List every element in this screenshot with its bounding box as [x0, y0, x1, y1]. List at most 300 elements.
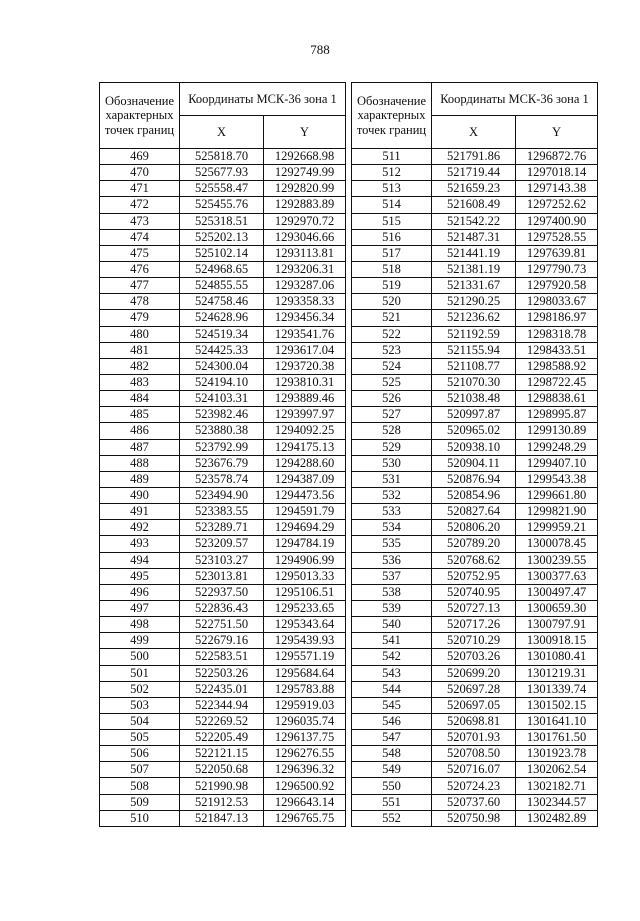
table-row	[100, 713, 346, 729]
x-coordinate-cell: 520737.60	[432, 794, 516, 810]
table-row	[100, 455, 346, 471]
table-row	[100, 520, 346, 536]
x-coordinate-cell: 524194.10	[180, 374, 264, 390]
x-coordinate-cell: 523982.46	[180, 407, 264, 423]
y-coordinate-cell: 1295783.88	[264, 681, 346, 697]
y-coordinate-cell: 1298588.92	[516, 358, 598, 374]
point-number-cell: 483	[100, 374, 180, 390]
x-coordinate-cell: 521070.30	[432, 374, 516, 390]
y-coordinate-cell: 1294591.79	[264, 504, 346, 520]
x-coordinate-cell: 521487.31	[432, 229, 516, 245]
y-coordinate-cell: 1296765.75	[264, 810, 346, 826]
table-row	[100, 730, 346, 746]
point-number-cell: 535	[352, 536, 432, 552]
y-coordinate-cell: 1301923.78	[516, 746, 598, 762]
y-coordinate-cell: 1298186.97	[516, 310, 598, 326]
x-coordinate-cell: 520716.07	[432, 762, 516, 778]
x-coordinate-cell: 523013.81	[180, 568, 264, 584]
point-number-cell: 547	[352, 730, 432, 746]
table-row	[100, 810, 346, 826]
table-row	[100, 794, 346, 810]
table-row	[100, 229, 346, 245]
x-coordinate-cell: 520965.02	[432, 423, 516, 439]
x-coordinate-cell: 522269.52	[180, 713, 264, 729]
point-number-cell: 491	[100, 504, 180, 520]
point-number-cell: 496	[100, 584, 180, 600]
x-coordinate-cell: 520740.95	[432, 584, 516, 600]
x-coordinate-cell: 521608.49	[432, 197, 516, 213]
header-coordinates: Координаты МСК-36 зона 1	[180, 83, 346, 116]
table-body-left	[100, 149, 346, 827]
table-row	[352, 407, 598, 423]
table-row	[100, 245, 346, 261]
x-coordinate-cell: 520698.81	[432, 713, 516, 729]
y-coordinate-cell: 1299543.38	[516, 471, 598, 487]
point-number-cell: 542	[352, 649, 432, 665]
x-coordinate-cell: 524103.31	[180, 391, 264, 407]
table-row	[352, 697, 598, 713]
x-coordinate-cell: 520938.10	[432, 439, 516, 455]
point-number-cell: 480	[100, 326, 180, 342]
coordinates-table-left	[99, 82, 346, 827]
table-row	[100, 552, 346, 568]
x-coordinate-cell: 521331.67	[432, 278, 516, 294]
point-number-cell: 539	[352, 600, 432, 616]
y-coordinate-cell: 1301219.31	[516, 665, 598, 681]
x-coordinate-cell: 521108.77	[432, 358, 516, 374]
point-number-cell: 471	[100, 181, 180, 197]
point-number-cell: 492	[100, 520, 180, 536]
x-coordinate-cell: 520708.50	[432, 746, 516, 762]
y-coordinate-cell: 1302482.89	[516, 810, 598, 826]
point-number-cell: 527	[352, 407, 432, 423]
point-number-cell: 548	[352, 746, 432, 762]
point-number-cell: 472	[100, 197, 180, 213]
x-coordinate-cell: 520997.87	[432, 407, 516, 423]
table-row	[352, 326, 598, 342]
x-coordinate-cell: 525202.13	[180, 229, 264, 245]
page-number: 788	[310, 42, 330, 57]
table-row	[100, 165, 346, 181]
table-row	[100, 374, 346, 390]
x-coordinate-cell: 522583.51	[180, 649, 264, 665]
table-row	[352, 762, 598, 778]
point-number-cell: 474	[100, 229, 180, 245]
y-coordinate-cell: 1300078.45	[516, 536, 598, 552]
point-number-cell: 517	[352, 245, 432, 261]
point-number-cell: 550	[352, 778, 432, 794]
table-row	[352, 520, 598, 536]
table-row	[352, 358, 598, 374]
table-row	[100, 762, 346, 778]
table-row	[352, 423, 598, 439]
x-coordinate-cell: 521659.23	[432, 181, 516, 197]
x-coordinate-cell: 520717.26	[432, 617, 516, 633]
x-coordinate-cell: 521441.19	[432, 245, 516, 261]
point-number-cell: 549	[352, 762, 432, 778]
y-coordinate-cell: 1294906.99	[264, 552, 346, 568]
point-number-cell: 473	[100, 213, 180, 229]
x-coordinate-cell: 521192.59	[432, 326, 516, 342]
point-number-cell: 505	[100, 730, 180, 746]
table-row	[100, 278, 346, 294]
y-coordinate-cell: 1300918.15	[516, 633, 598, 649]
x-coordinate-cell: 521990.98	[180, 778, 264, 794]
x-coordinate-cell: 520701.93	[432, 730, 516, 746]
point-number-cell: 479	[100, 310, 180, 326]
x-coordinate-cell: 520710.29	[432, 633, 516, 649]
x-coordinate-cell: 520806.20	[432, 520, 516, 536]
y-coordinate-cell: 1294175.13	[264, 439, 346, 455]
table-row	[352, 504, 598, 520]
x-coordinate-cell: 522050.68	[180, 762, 264, 778]
coordinates-table-right	[351, 82, 598, 827]
point-number-cell: 526	[352, 391, 432, 407]
table-row	[352, 730, 598, 746]
y-coordinate-cell: 1295343.64	[264, 617, 346, 633]
point-number-cell: 529	[352, 439, 432, 455]
y-coordinate-cell: 1293046.66	[264, 229, 346, 245]
table-row	[100, 633, 346, 649]
y-coordinate-cell: 1299661.80	[516, 487, 598, 503]
x-coordinate-cell: 522503.26	[180, 665, 264, 681]
x-coordinate-cell: 520697.28	[432, 681, 516, 697]
table-row	[100, 504, 346, 520]
table-row	[100, 391, 346, 407]
x-coordinate-cell: 525677.93	[180, 165, 264, 181]
point-number-cell: 475	[100, 245, 180, 261]
y-coordinate-cell: 1301502.15	[516, 697, 598, 713]
point-number-cell: 498	[100, 617, 180, 633]
point-number-cell: 546	[352, 713, 432, 729]
point-number-cell: 477	[100, 278, 180, 294]
y-coordinate-cell: 1292970.72	[264, 213, 346, 229]
x-coordinate-cell: 521290.25	[432, 294, 516, 310]
y-coordinate-cell: 1301080.41	[516, 649, 598, 665]
x-coordinate-cell: 522937.50	[180, 584, 264, 600]
x-coordinate-cell: 521236.62	[432, 310, 516, 326]
x-coordinate-cell: 520904.11	[432, 455, 516, 471]
y-coordinate-cell: 1293810.31	[264, 374, 346, 390]
table-row	[352, 261, 598, 277]
y-coordinate-cell: 1301339.74	[516, 681, 598, 697]
y-coordinate-cell: 1295684.64	[264, 665, 346, 681]
y-coordinate-cell: 1298995.87	[516, 407, 598, 423]
x-coordinate-cell: 522205.49	[180, 730, 264, 746]
y-coordinate-cell: 1300239.55	[516, 552, 598, 568]
y-coordinate-cell: 1292820.99	[264, 181, 346, 197]
table-row	[352, 181, 598, 197]
point-number-cell: 476	[100, 261, 180, 277]
y-coordinate-cell: 1298722.45	[516, 374, 598, 390]
y-coordinate-cell: 1298318.78	[516, 326, 598, 342]
x-coordinate-cell: 520752.95	[432, 568, 516, 584]
table-row	[100, 181, 346, 197]
point-number-cell: 516	[352, 229, 432, 245]
table-row	[100, 149, 346, 165]
x-coordinate-cell: 520750.98	[432, 810, 516, 826]
point-number-cell: 538	[352, 584, 432, 600]
y-coordinate-cell: 1294694.29	[264, 520, 346, 536]
x-coordinate-cell: 521791.86	[432, 149, 516, 165]
table-row	[100, 423, 346, 439]
point-number-cell: 511	[352, 149, 432, 165]
table-row	[352, 584, 598, 600]
x-coordinate-cell: 520727.13	[432, 600, 516, 616]
point-number-cell: 515	[352, 213, 432, 229]
x-coordinate-cell: 521381.19	[432, 261, 516, 277]
y-coordinate-cell: 1293206.31	[264, 261, 346, 277]
point-number-cell: 524	[352, 358, 432, 374]
point-number-cell: 504	[100, 713, 180, 729]
y-coordinate-cell: 1297528.55	[516, 229, 598, 245]
x-coordinate-cell: 522679.16	[180, 633, 264, 649]
x-coordinate-cell: 523209.57	[180, 536, 264, 552]
header-y: Y	[264, 116, 346, 149]
table-row	[100, 213, 346, 229]
coordinates-tables	[99, 82, 596, 825]
table-row	[100, 584, 346, 600]
header-x: X	[432, 116, 516, 149]
point-number-cell: 528	[352, 423, 432, 439]
y-coordinate-cell: 1301761.50	[516, 730, 598, 746]
table-row	[352, 794, 598, 810]
point-number-cell: 506	[100, 746, 180, 762]
table-row	[100, 681, 346, 697]
x-coordinate-cell: 524519.34	[180, 326, 264, 342]
y-coordinate-cell: 1295013.33	[264, 568, 346, 584]
table-row	[352, 213, 598, 229]
x-coordinate-cell: 521155.94	[432, 342, 516, 358]
y-coordinate-cell: 1293617.04	[264, 342, 346, 358]
y-coordinate-cell: 1295106.51	[264, 584, 346, 600]
x-coordinate-cell: 525102.14	[180, 245, 264, 261]
point-number-cell: 485	[100, 407, 180, 423]
table-row	[100, 294, 346, 310]
y-coordinate-cell: 1298033.67	[516, 294, 598, 310]
y-coordinate-cell: 1300797.91	[516, 617, 598, 633]
x-coordinate-cell: 523880.38	[180, 423, 264, 439]
y-coordinate-cell: 1293541.76	[264, 326, 346, 342]
point-number-cell: 531	[352, 471, 432, 487]
y-coordinate-cell: 1292883.89	[264, 197, 346, 213]
point-number-cell: 545	[352, 697, 432, 713]
table-row	[100, 649, 346, 665]
point-number-cell: 533	[352, 504, 432, 520]
table-row	[100, 778, 346, 794]
y-coordinate-cell: 1293287.06	[264, 278, 346, 294]
point-number-cell: 518	[352, 261, 432, 277]
x-coordinate-cell: 522751.50	[180, 617, 264, 633]
x-coordinate-cell: 523676.79	[180, 455, 264, 471]
table-row	[100, 439, 346, 455]
point-number-cell: 497	[100, 600, 180, 616]
point-number-cell: 534	[352, 520, 432, 536]
y-coordinate-cell: 1293889.46	[264, 391, 346, 407]
point-number-cell: 486	[100, 423, 180, 439]
header-designation: Обозначение характерных точек границ	[352, 83, 432, 149]
y-coordinate-cell: 1293456.34	[264, 310, 346, 326]
x-coordinate-cell: 520697.05	[432, 697, 516, 713]
point-number-cell: 503	[100, 697, 180, 713]
table-row	[352, 681, 598, 697]
table-row	[352, 649, 598, 665]
y-coordinate-cell: 1297639.81	[516, 245, 598, 261]
y-coordinate-cell: 1293113.81	[264, 245, 346, 261]
table-row	[352, 294, 598, 310]
point-number-cell: 512	[352, 165, 432, 181]
x-coordinate-cell: 520876.94	[432, 471, 516, 487]
table-row	[352, 439, 598, 455]
y-coordinate-cell: 1302182.71	[516, 778, 598, 794]
table-body-right	[352, 149, 598, 827]
point-number-cell: 495	[100, 568, 180, 584]
point-number-cell: 502	[100, 681, 180, 697]
y-coordinate-cell: 1294092.25	[264, 423, 346, 439]
table-row	[352, 713, 598, 729]
x-coordinate-cell: 524758.46	[180, 294, 264, 310]
table-row	[100, 697, 346, 713]
point-number-cell: 523	[352, 342, 432, 358]
point-number-cell: 501	[100, 665, 180, 681]
y-coordinate-cell: 1299248.29	[516, 439, 598, 455]
x-coordinate-cell: 521847.13	[180, 810, 264, 826]
point-number-cell: 519	[352, 278, 432, 294]
point-number-cell: 510	[100, 810, 180, 826]
x-coordinate-cell: 523383.55	[180, 504, 264, 520]
x-coordinate-cell: 520703.26	[432, 649, 516, 665]
point-number-cell: 540	[352, 617, 432, 633]
x-coordinate-cell: 522836.43	[180, 600, 264, 616]
y-coordinate-cell: 1293997.97	[264, 407, 346, 423]
point-number-cell: 530	[352, 455, 432, 471]
table-row	[352, 746, 598, 762]
point-number-cell: 469	[100, 149, 180, 165]
y-coordinate-cell: 1294387.09	[264, 471, 346, 487]
y-coordinate-cell: 1298838.61	[516, 391, 598, 407]
y-coordinate-cell: 1296137.75	[264, 730, 346, 746]
table-row	[352, 229, 598, 245]
y-coordinate-cell: 1295439.93	[264, 633, 346, 649]
table-row	[100, 568, 346, 584]
table-row	[352, 552, 598, 568]
y-coordinate-cell: 1300497.47	[516, 584, 598, 600]
table-row	[100, 600, 346, 616]
table-row	[100, 358, 346, 374]
table-row	[100, 487, 346, 503]
x-coordinate-cell: 524855.55	[180, 278, 264, 294]
table-row	[100, 617, 346, 633]
header-coordinates: Координаты МСК-36 зона 1	[432, 83, 598, 116]
y-coordinate-cell: 1302062.54	[516, 762, 598, 778]
y-coordinate-cell: 1296035.74	[264, 713, 346, 729]
point-number-cell: 537	[352, 568, 432, 584]
point-number-cell: 470	[100, 165, 180, 181]
table-row	[352, 633, 598, 649]
y-coordinate-cell: 1297252.62	[516, 197, 598, 213]
table-row	[352, 342, 598, 358]
y-coordinate-cell: 1299821.90	[516, 504, 598, 520]
y-coordinate-cell: 1301641.10	[516, 713, 598, 729]
x-coordinate-cell: 523578.74	[180, 471, 264, 487]
table-row	[352, 391, 598, 407]
x-coordinate-cell: 523289.71	[180, 520, 264, 536]
x-coordinate-cell: 520827.64	[432, 504, 516, 520]
x-coordinate-cell: 520724.23	[432, 778, 516, 794]
y-coordinate-cell: 1297400.90	[516, 213, 598, 229]
point-number-cell: 490	[100, 487, 180, 503]
x-coordinate-cell: 521038.48	[432, 391, 516, 407]
table-row	[352, 278, 598, 294]
point-number-cell: 514	[352, 197, 432, 213]
point-number-cell: 509	[100, 794, 180, 810]
point-number-cell: 532	[352, 487, 432, 503]
table-row	[100, 342, 346, 358]
x-coordinate-cell: 521719.44	[432, 165, 516, 181]
x-coordinate-cell: 520854.96	[432, 487, 516, 503]
table-row	[100, 746, 346, 762]
table-row	[100, 471, 346, 487]
table-row	[352, 245, 598, 261]
point-number-cell: 522	[352, 326, 432, 342]
y-coordinate-cell: 1297790.73	[516, 261, 598, 277]
y-coordinate-cell: 1300377.63	[516, 568, 598, 584]
x-coordinate-cell: 523494.90	[180, 487, 264, 503]
point-number-cell: 488	[100, 455, 180, 471]
y-coordinate-cell: 1299130.89	[516, 423, 598, 439]
table-row	[352, 536, 598, 552]
table-row	[100, 326, 346, 342]
table-row	[352, 165, 598, 181]
x-coordinate-cell: 522344.94	[180, 697, 264, 713]
y-coordinate-cell: 1294473.56	[264, 487, 346, 503]
y-coordinate-cell: 1294288.60	[264, 455, 346, 471]
table-row	[100, 536, 346, 552]
y-coordinate-cell: 1292749.99	[264, 165, 346, 181]
y-coordinate-cell: 1293358.33	[264, 294, 346, 310]
y-coordinate-cell: 1294784.19	[264, 536, 346, 552]
point-number-cell: 521	[352, 310, 432, 326]
point-number-cell: 536	[352, 552, 432, 568]
x-coordinate-cell: 524300.04	[180, 358, 264, 374]
point-number-cell: 508	[100, 778, 180, 794]
point-number-cell: 525	[352, 374, 432, 390]
x-coordinate-cell: 520768.62	[432, 552, 516, 568]
point-number-cell: 551	[352, 794, 432, 810]
point-number-cell: 489	[100, 471, 180, 487]
table-row	[352, 149, 598, 165]
table-row	[352, 197, 598, 213]
y-coordinate-cell: 1292668.98	[264, 149, 346, 165]
header-x: X	[180, 116, 264, 149]
x-coordinate-cell: 523103.27	[180, 552, 264, 568]
x-coordinate-cell: 524628.96	[180, 310, 264, 326]
point-number-cell: 520	[352, 294, 432, 310]
x-coordinate-cell: 521912.53	[180, 794, 264, 810]
y-coordinate-cell: 1298433.51	[516, 342, 598, 358]
table-row	[352, 617, 598, 633]
x-coordinate-cell: 525455.76	[180, 197, 264, 213]
x-coordinate-cell: 520789.20	[432, 536, 516, 552]
y-coordinate-cell: 1300659.30	[516, 600, 598, 616]
point-number-cell: 513	[352, 181, 432, 197]
y-coordinate-cell: 1295919.03	[264, 697, 346, 713]
table-row	[100, 665, 346, 681]
x-coordinate-cell: 522121.15	[180, 746, 264, 762]
table-row	[352, 310, 598, 326]
table-row	[352, 471, 598, 487]
y-coordinate-cell: 1297920.58	[516, 278, 598, 294]
